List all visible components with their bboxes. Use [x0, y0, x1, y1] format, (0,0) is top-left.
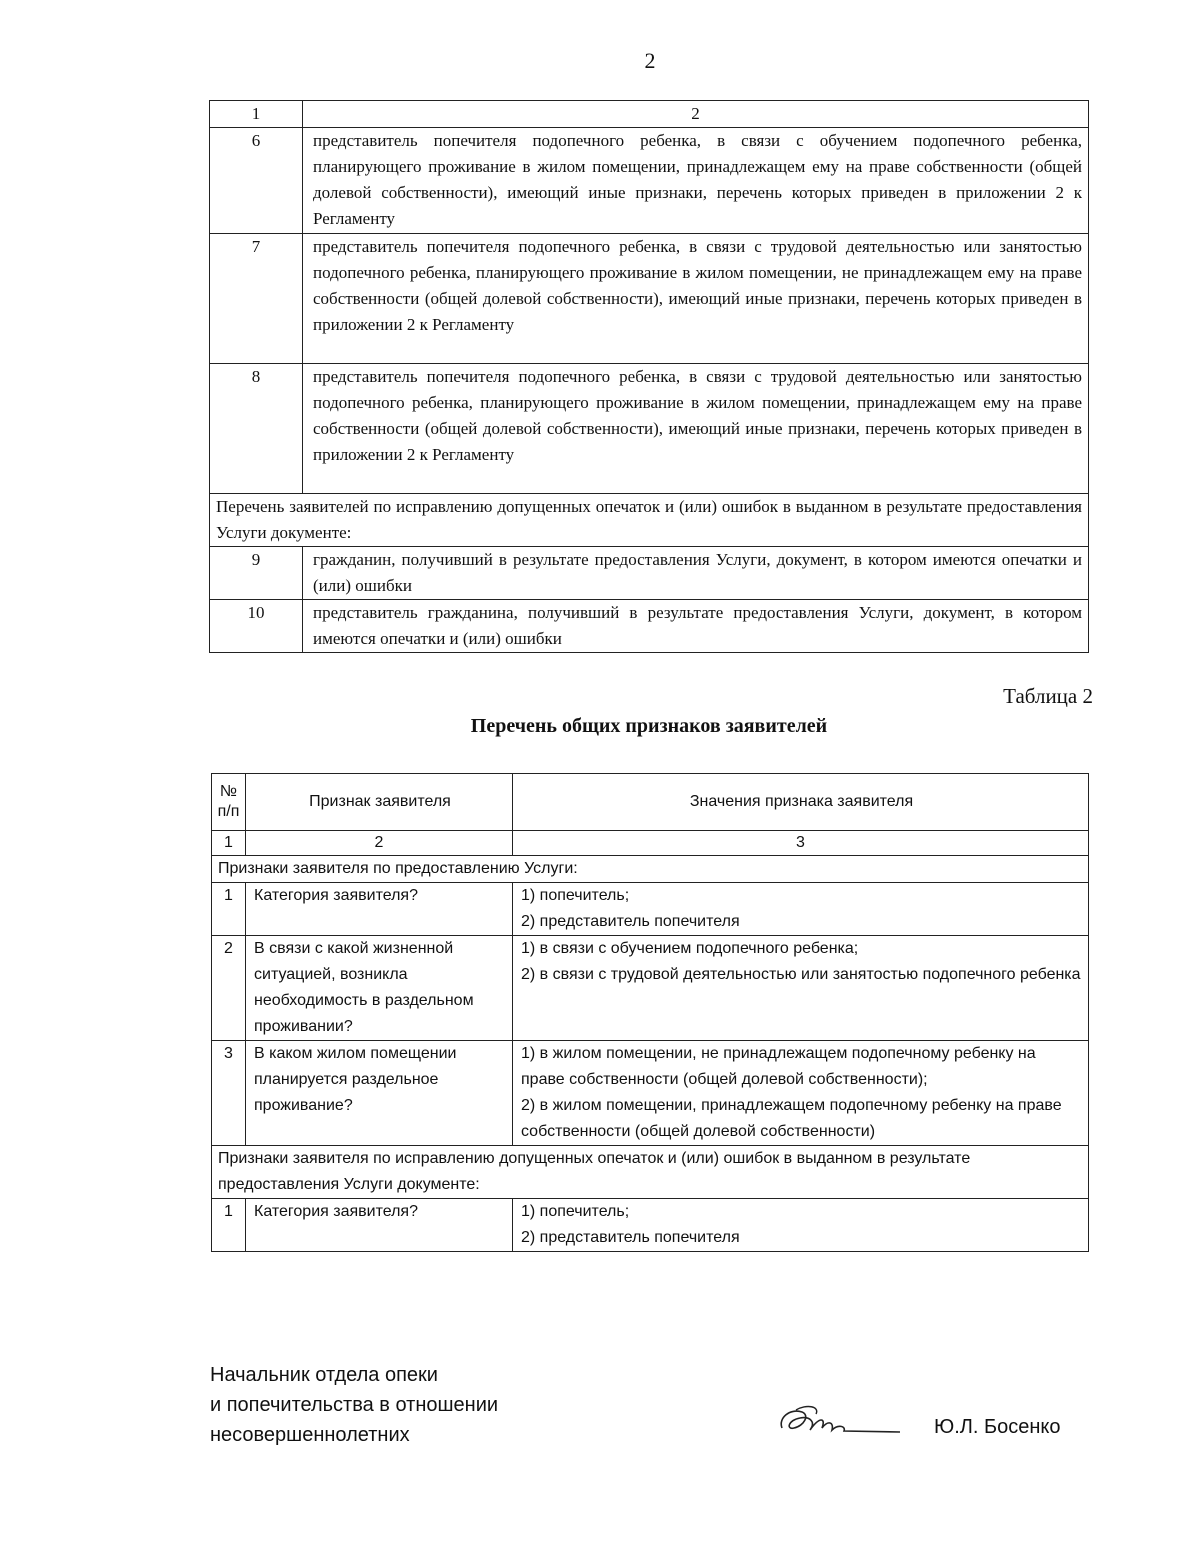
row-text: представитель попечителя подопечного ребенка, в связи с трудовой деятельностью или занятостью подопечного ребенка, планирующего проживание в жилом помещении, принадлежащем ему на праве собственности (общей долевой собственности), имеющий иные признаки, перечень которых приведен в приложении 2 к Регламенту	[303, 364, 1089, 494]
header-num: № п/п	[212, 774, 246, 831]
col-number: 3	[513, 831, 1089, 856]
row-number: 6	[210, 128, 303, 234]
table-row	[212, 936, 1089, 1041]
position-line: и попечительства в отношении	[210, 1394, 499, 1416]
row-text: представитель гражданина, получивший в результате предоставления Услуги, документ, в котором имеются опечатки и (или) ошибки	[303, 600, 1089, 653]
section-heading: Перечень заявителей по исправлению допущенных опечаток и (или) ошибок в выданном в результате предоставления Услуги документе:	[210, 494, 1089, 547]
position-line: Начальник отдела опеки	[210, 1364, 438, 1386]
applicants-table	[209, 100, 1089, 653]
value-item: 1) попечитель;	[521, 1203, 630, 1220]
table-row	[210, 547, 1089, 600]
handwritten-signature	[776, 1400, 906, 1445]
row-text: представитель попечителя подопечного ребенка, в связи с обучением подопечного ребенка, планирующего проживание в жилом помещении, принадлежащем ему на праве собственности (общей долевой собственности), имеющий иные признаки, перечень которых приведен в приложении 2 к Регламенту	[303, 128, 1089, 234]
row-number: 10	[210, 600, 303, 653]
row-number: 8	[210, 364, 303, 494]
row-sign: В связи с какой жизненной ситуацией, возникла необходимость в раздельном проживании?	[246, 936, 513, 1041]
col-number: 1	[212, 831, 246, 856]
table-row	[212, 1199, 1089, 1252]
row-number: 1	[212, 1199, 246, 1252]
header-col-1: 1	[210, 101, 303, 128]
section-row	[212, 1146, 1089, 1199]
section-row	[212, 856, 1089, 883]
value-item: 1) в связи с обучением подопечного ребенка;	[521, 940, 859, 957]
row-values	[513, 1199, 1089, 1252]
position-line: несовершеннолетних	[210, 1424, 410, 1446]
table-caption: Таблица 2	[1003, 684, 1093, 708]
signer-position	[210, 1360, 498, 1450]
row-number: 3	[212, 1041, 246, 1146]
row-text: представитель попечителя подопечного ребенка, в связи с трудовой деятельностью или занятостью подопечного ребенка, планирующего проживание в жилом помещении, не принадлежащем ему на праве собственности (общей долевой собственности), имеющий иные признаки, перечень которых приведен в приложении 2 к Регламенту	[303, 234, 1089, 364]
table-row	[212, 883, 1089, 936]
row-values	[513, 1041, 1089, 1146]
value-item: 2) в связи с трудовой деятельностью или занятостью подопечного ребенка	[521, 966, 1081, 983]
value-item: 2) представитель попечителя	[521, 1229, 740, 1246]
applicant-attributes-table	[211, 773, 1089, 1252]
row-sign: Категория заявителя?	[246, 883, 513, 936]
row-number: 9	[210, 547, 303, 600]
header-values: Значения признака заявителя	[513, 774, 1089, 831]
table-title: Перечень общих признаков заявителей	[470, 715, 828, 737]
section-heading: Признаки заявителя по предоставлению Услуги:	[212, 856, 1089, 883]
value-item: 2) представитель попечителя	[521, 913, 740, 930]
table-row	[210, 600, 1089, 653]
table-row	[210, 234, 1089, 364]
row-values	[513, 936, 1089, 1041]
row-number: 1	[212, 883, 246, 936]
value-item: 1) попечитель;	[521, 887, 630, 904]
header-sign: Признак заявителя	[246, 774, 513, 831]
header-col-2: 2	[303, 101, 1089, 128]
section-row	[210, 494, 1089, 547]
table-header-row	[212, 774, 1089, 831]
page-number: 2	[644, 48, 656, 73]
column-numbers-row	[212, 831, 1089, 856]
table-row	[212, 1041, 1089, 1146]
value-item: 1) в жилом помещении, не принадлежащем подопечному ребенку на праве собственности (общей долевой собственности);	[521, 1045, 1036, 1088]
row-number: 2	[212, 936, 246, 1041]
table-row	[210, 364, 1089, 494]
value-item: 2) в жилом помещении, принадлежащем подопечному ребенку на праве собственности (общей долевой собственности)	[521, 1097, 1062, 1140]
table-row	[210, 128, 1089, 234]
row-sign: Категория заявителя?	[246, 1199, 513, 1252]
section-heading: Признаки заявителя по исправлению допущенных опечаток и (или) ошибок в выданном в результате предоставления Услуги документе:	[212, 1146, 1089, 1199]
row-text: гражданин, получивший в результате предоставления Услуги, документ, в котором имеются опечатки и (или) ошибки	[303, 547, 1089, 600]
row-sign: В каком жилом помещении планируется раздельное проживание?	[246, 1041, 513, 1146]
table-header-row	[210, 101, 1089, 128]
row-values	[513, 883, 1089, 936]
row-number: 7	[210, 234, 303, 364]
col-number: 2	[246, 831, 513, 856]
signer-name: Ю.Л. Босенко	[934, 1416, 1061, 1438]
